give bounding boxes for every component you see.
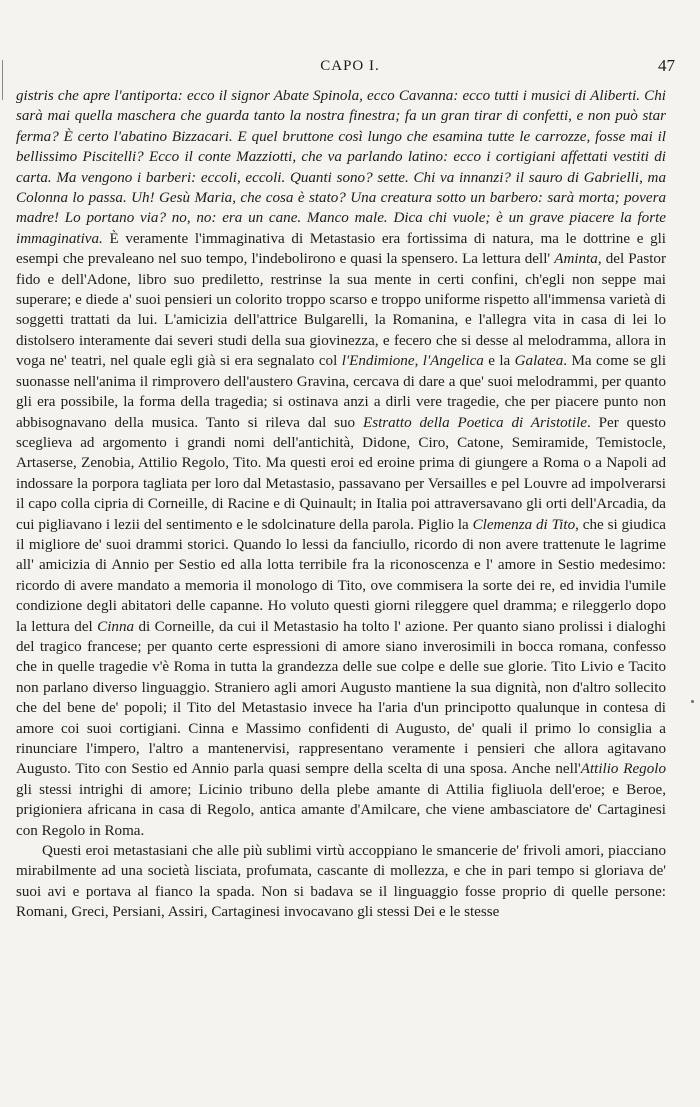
italic-quotation: gistris che apre l'antiporta: ecco il signor Abate Spinola, ecco Cavanna: ecco tutti i musici di Aliberti. Chi sarà mai quella maschera che guarda tanto la nostra finestra; fa un gran tirar di confetti, e non può star ferma? È certo l'abatino Bizzacari. E quel bruttone così lungo che esamina tutte le carrozze, fosse mai il bellissimo Piscitelli? Ecco il conte Mazziotti, che va parlando latino: ecco i cortigiani affettati vestiti di carta. Ma vengono i barberi: eccoli, eccoli. Quanti sono? sette. Chi va innanzi? il sauro di Gabrielli, ma Colonna lo passa. Uh! Gesù Maria, che cosa è stato? Una creatura sotto un barbero: sarà morta; povera madre! Lo portano via? no, no: era un cane. Manco male. Dica chi vuole; è un grave piacere la forte immaginativa.	[16, 88, 666, 247]
work-title-attilio: Attilio Regolo	[580, 761, 666, 778]
text-run: di Corneille, da cui il Metastasio ha tolto l' azione. Per quanto siano prolissi i dialoghi del tragico francese; per quanto certe espressioni di amore siano inverosimili in bocca romana, confesso che in quelle tragedie v'è Roma in tutta la grandezza delle sue colpe e delle sue glorie. Tito Livio e Tacito non parlano diverso linguaggio. Straniero agli amori Augusto mantiene la sua dignità, non d'altro sollecito che del bene de' popoli; il Tito del Metastasio invece ha l'aria d'un principotto qualunque in contesa di amore coi suoi cortigiani. Cinna e Massimo confidenti di Augusto, de' quali il primo lo consiglia a rinunciare l'impero, l'altro a mantenervisi, rappresentano veramente i pensieri che allora agitavano Augusto. Tito con Sestio ed Annio parla quasi sempre della scelta di una sposa. Anche nell'	[16, 618, 666, 778]
text-run: , del Pastor fido e dell'Adone, libro suo prediletto, restrinse la sua mente in certi confini, ch'egli non seppe mai superare; e diede a' suoi pensieri un colorito troppo scarso e troppo uniforme rispetto all'immensa varietà di soggetti trattati da lui. L'amicizia dell'attrice Bulgarelli, la Romanina, e l'allegra vita in casa di lei lo distolsero interamente dai severi studi della sua giovinezza, e fecero che si desse al melodramma, allora in voga ne' teatri, nel quale egli già si era segnalato col	[16, 251, 666, 370]
text-run: . Ma come se gli suonasse nell'anima il rimprovero dell'austero Gravina, cercava di dare a que' suoi melodrammi, per quanto gli era possibile, la forma della tragedia; si ostinava anzi a dirli vere tragedie, che per piacere punto non abbisognavano della musica. Tanto si rileva dal suo	[16, 353, 667, 431]
running-head	[0, 58, 700, 80]
paragraph-2: Questi eroi metastasiani che alle più sublimi virtù accoppiano le smancerie de' frivoli amori, piacciano mirabilmente ad una società lisciata, profumata, cascante di mollezza, e che in pari tempo si gloriava de' suoi avi e portava al fianco la spada. Non si badava se il linguaggio fosse proprio di quelle persone: Romani, Greci, Persiani, Assiri, Cartaginesi invocavano gli stessi Dei e le stesse	[16, 843, 666, 921]
page-number: 47	[658, 56, 675, 75]
work-title-endimione: l'Endimione	[341, 353, 415, 370]
chapter-title: CAPO I.	[320, 58, 380, 74]
work-title-clemenza: Clemenza di Tito	[472, 516, 576, 533]
work-title-galatea: Galatea	[514, 353, 564, 370]
work-title-aminta: Aminta	[554, 251, 598, 268]
work-title-estratto: Estratto della Poetica di Aristotile	[362, 414, 587, 431]
page-speck	[691, 700, 694, 703]
text-run: È veramente l'immaginativa di Metastasio era fortissima di natura, ma le dottrine e gli esempi che prevaleano nel suo tempo, l'indebolirono e quasi la spensero. La lettura dell'	[16, 230, 666, 268]
paragraph-1	[16, 86, 666, 841]
text-run: . Per questo sceglieva ad argomento i grandi nomi dell'antichità, Didone, Ciro, Catone, Semiramide, Temistocle, Artaserse, Zenobia, Attilio Regolo, Tito. Ma questi eroi ed eroine prima di giungere a Roma o a Napoli ad indossare la porpora tagliata per loro dal Metastasio, passavano per Versailles e pel Louvre ad impolverarsi il capo colla cipria di Corneille, di Racine e di Quinault; in Italia poi attraversavano gli orti dell'Arcadia, da cui pigliavano i lezii del sentimento e le sdolcinature della parola. Piglio la	[16, 414, 666, 533]
page-body	[16, 86, 666, 923]
work-title-angelica: l'Angelica	[422, 353, 484, 370]
text-run: gli stessi intrighi di amore; Licinio tribuno della plebe amante di Attilia figliuola dell'eroe; e Beroe, prigioniera africana in casa di Regolo, antica amante d'Amilcare, che viene ambasciatore de' Cartaginesi con Regolo in Roma.	[16, 781, 666, 839]
work-title-cinna: Cinna	[97, 618, 135, 635]
text-run: ,	[414, 353, 423, 370]
text-run: , che si giudica il migliore de' suoi drammi storici. Quando lo lessi da fanciullo, ricordo di non avere trattenute le lagrime all' amicizia di Annio per Sestio ed alla lotta terribile fra la riconoscenza e l' amore in Sestio medesimo: ricordo di avere mandato a memoria il monologo di Tito, ove commisera la sorte dei re, ed invidia l'umile condizione degli abitatori delle capanne. Ho voluto questi giorni rileggere quel dramma; e rileggerlo dopo la lettura del	[16, 516, 666, 635]
text-run: e la	[483, 353, 515, 370]
